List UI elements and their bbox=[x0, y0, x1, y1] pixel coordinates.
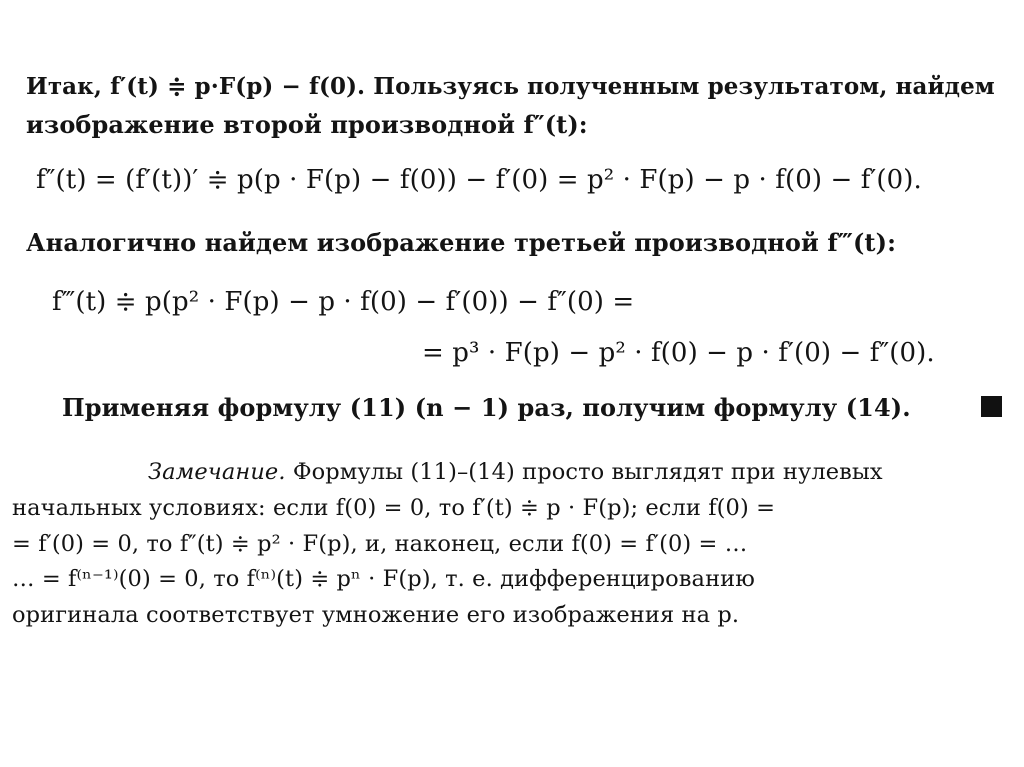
equation-second-derivative: f″(t) = (f′(t))′ ≑ p(p · F(p) − f(0)) − f′(0) = p² · F(p) − p · f(0) − f′(0). bbox=[36, 165, 922, 195]
note-line-3: = f′(0) = 0, то f″(t) ≑ p² · F(p), и, наконец, если f(0) = f′(0) = … bbox=[12, 531, 748, 557]
note-line-4: … = f⁽ⁿ⁻¹⁾(0) = 0, то f⁽ⁿ⁾(t) ≑ pⁿ · F(p), т. е. дифференцированию bbox=[12, 566, 755, 592]
equation-third-derivative-line-1: f‴(t) ≑ p(p² · F(p) − p · f(0) − f′(0)) − f″(0) = bbox=[52, 287, 635, 317]
paragraph-1-line-1: Итак, f′(t) ≑ p·F(p) − f(0). Пользуясь полученным результатом, найдем bbox=[26, 73, 995, 100]
paragraph-1-line-2: изображение второй производной f″(t): bbox=[26, 110, 588, 139]
note-lead: Замечание. bbox=[148, 459, 286, 485]
note-line-1-text: Формулы (11)–(14) просто выглядят при нулевых bbox=[285, 459, 883, 485]
paragraph-3: Применяя формулу (11) (n − 1) раз, получим формулу (14). bbox=[62, 393, 911, 422]
paragraph-2: Аналогично найдем изображение третьей производной f‴(t): bbox=[26, 228, 897, 257]
end-of-proof-square-icon bbox=[981, 396, 1002, 417]
equation-third-derivative-line-2: = p³ · F(p) − p² · f(0) − p · f′(0) − f″(0). bbox=[422, 338, 935, 368]
note-line-1 bbox=[148, 457, 883, 487]
note-line-2: начальных условиях: если f(0) = 0, то f′(t) ≑ p · F(p); если f(0) = bbox=[12, 495, 776, 521]
note-line-5: оригинала соответствует умножение его изображения на p. bbox=[12, 602, 740, 628]
